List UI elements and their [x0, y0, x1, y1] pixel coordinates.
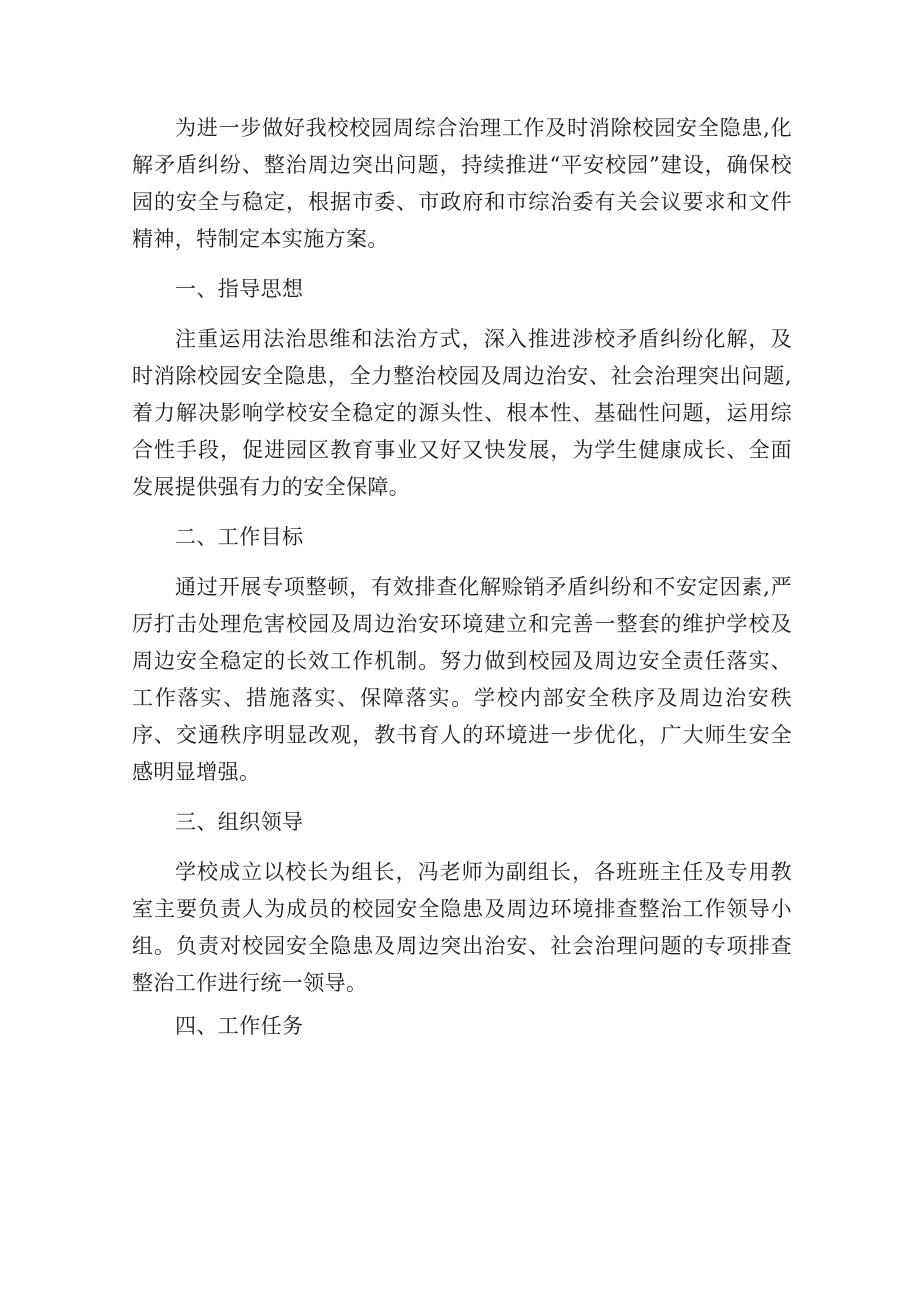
section-body-organization: 学校成立以校长为组长，冯老师为副组长，各班班主任及专用教室主要负责人为成员的校园安全隐患及周边环境排查整治工作领导小组。负责对校园安全隐患及周边突出治安、社会治理问题的专项排查整治工作进行统一领导。: [132, 860, 792, 995]
section-heading-organization: 三、组织领导: [175, 810, 304, 834]
section-heading-work-goals: 二、工作目标: [175, 525, 304, 549]
document-body: [132, 110, 792, 1045]
section-heading-work-tasks: 四、工作任务: [175, 1014, 304, 1038]
intro-paragraph: 为进一步做好我校校园周综合治理工作及时消除校园安全隐患,化解矛盾纠纷、整治周边突出问题，持续推进“平安校园”建设，确保校园的安全与稳定，根据市委、市政府和市综治委有关会议要求和文件精神，特制定本实施方案。: [132, 116, 792, 251]
section-body-work-goals: 通过开展专项整顿，有效排查化解赊销矛盾纠纷和不安定因素,严厉打击处理危害校园及周边治安环境建立和完善一整套的维护学校及周边安全稳定的长效工作机制。努力做到校园及周边安全责任落实、工作落实、措施落实、保障落实。学校内部安全秩序及周边治安秩序、交通秩序明显改观，教书育人的环境进一步优化，广大师生安全感明显增强。: [132, 575, 792, 784]
section-heading-guiding-ideology: 一、指导思想: [175, 277, 304, 301]
section-body-guiding-ideology: 注重运用法治思维和法治方式，深入推进涉校矛盾纠纷化解，及时消除校园安全隐患，全力整治校园及周边治安、社会治理突出问题,着力解决影响学校安全稳定的源头性、根本性、基础性问题，运用综合性手段，促进园区教育事业又好又快发展，为学生健康成长、全面发展提供强有力的安全保障。: [132, 327, 792, 499]
